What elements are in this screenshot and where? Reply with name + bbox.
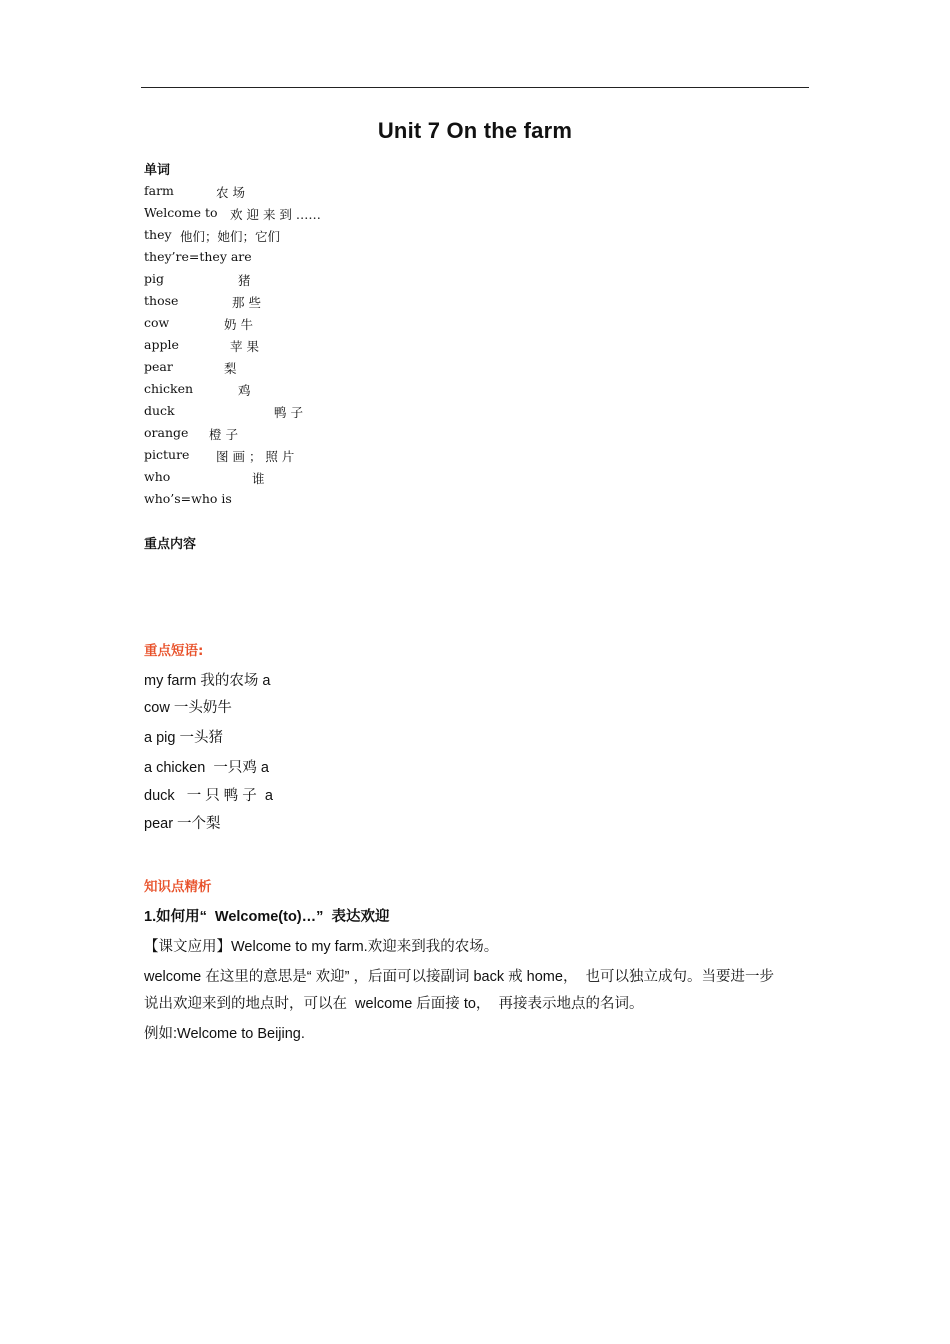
phrase-line: a pig 一头猪 (144, 730, 223, 746)
vocab-zh: 欢 迎 来 到 …… (230, 207, 321, 222)
vocab-item (144, 293, 261, 310)
vocab-item (144, 227, 281, 244)
vocab-zh: 他们；她们；它们 (180, 229, 281, 244)
vocab-en: cow (144, 315, 170, 330)
vocab-zh: 谁 (252, 471, 265, 486)
vocab-zh: 梨 (224, 361, 237, 376)
vocab-en: apple (144, 337, 179, 352)
vocab-en: who (144, 469, 171, 484)
phrase-line: duck 一 只 鸭 子 a (144, 788, 273, 804)
vocab-zh: 奶 牛 (224, 317, 253, 332)
vocab-zh: 橙 子 (209, 427, 238, 442)
point-title: 1.如何用“ Welcome(to)…” 表达欢迎 (144, 909, 390, 925)
vocab-item (144, 249, 252, 264)
vocab-heading: 单词 (144, 163, 171, 178)
vocab-zh: 鸡 (238, 383, 251, 398)
header-rule (141, 87, 809, 88)
vocab-zh: 鸭 子 (274, 405, 303, 420)
vocab-item (144, 359, 237, 376)
vocab-item (144, 491, 232, 506)
key-content-heading: 重点内容 (144, 537, 197, 552)
vocab-en: picture (144, 447, 190, 462)
vocab-zh: 图 画 ； 照 片 (216, 449, 295, 464)
vocab-item (144, 403, 303, 420)
vocab-item (144, 469, 265, 486)
phrase-line: my farm 我的农场 a (144, 673, 271, 689)
vocab-en: Welcome to (144, 205, 218, 220)
point-explanation-line: welcome 在这里的意思是“ 欢迎” ，后面可以接副词 back 戒 home， 也可以独立成句。当要进一步 (144, 969, 774, 985)
point-explanation-line: 说出欢迎来到的地点时，可以在 welcome 后面接 to， 再接表示地点的名词。 (144, 996, 644, 1012)
vocab-item (144, 315, 253, 332)
vocab-zh: 猪 (238, 273, 251, 288)
vocab-item (144, 447, 295, 464)
vocab-zh: 苹 果 (230, 339, 259, 354)
vocab-en: chicken (144, 381, 194, 396)
vocab-en: duck (144, 403, 175, 418)
vocab-zh: 那 些 (232, 295, 261, 310)
point-example: 例如:Welcome to Beijing. (144, 1026, 305, 1042)
vocab-en: orange (144, 425, 189, 440)
vocab-en: pig (144, 271, 165, 286)
vocab-item (144, 425, 238, 442)
vocab-en: pear (144, 359, 173, 374)
vocab-en: who’s=who is (144, 491, 232, 506)
vocab-en: they (144, 227, 172, 242)
vocab-item (144, 271, 251, 288)
vocab-item (144, 183, 245, 200)
vocab-item (144, 337, 259, 354)
vocab-item (144, 205, 321, 222)
vocab-en: they’re=they are (144, 249, 252, 264)
vocab-en: those (144, 293, 179, 308)
page-title: Unit 7 On the farm (377, 118, 573, 143)
phrase-line: cow 一头奶牛 (144, 700, 232, 716)
phrase-line: pear 一个梨 (144, 816, 221, 832)
phrases-heading: 重点短语: (144, 643, 204, 659)
vocab-zh: 农 场 (216, 185, 245, 200)
point-application: 【课文应用】Welcome to my farm.欢迎来到我的农场。 (144, 939, 499, 955)
analysis-heading: 知识点精析 (144, 879, 212, 895)
vocab-en: farm (144, 183, 174, 198)
vocab-item (144, 381, 251, 398)
phrase-line: a chicken 一只鸡 a (144, 760, 269, 776)
